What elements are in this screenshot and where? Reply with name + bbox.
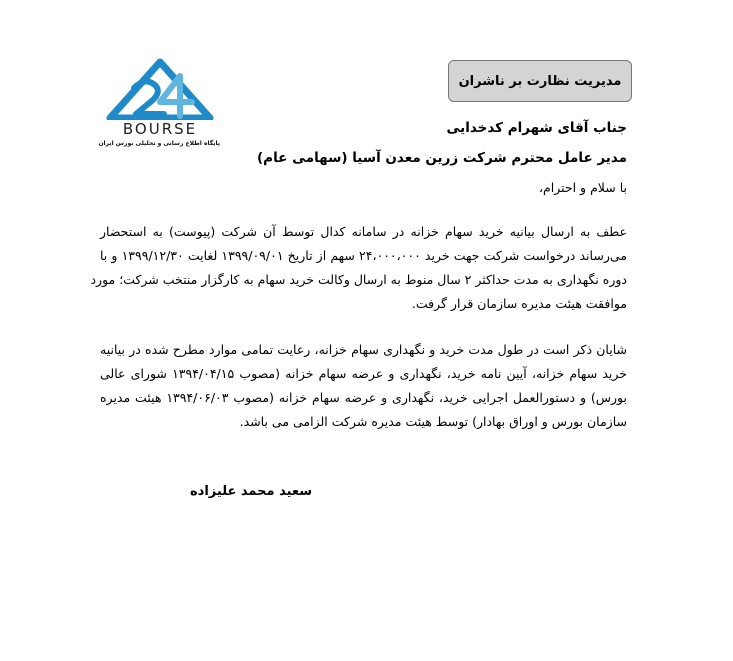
department-header: مدیریت نظارت بر ناشران — [448, 60, 632, 102]
paragraph-line: بورس) و دستورالعمل اجرایی خرید، نگهداری و عرضه سهام خزانه (مصوب ۱۳۹۴/۰۶/۰۳ هیئت مدیره — [100, 390, 627, 405]
bourse-logo-mark-icon — [100, 58, 220, 120]
body-paragraph-2 — [100, 338, 627, 434]
paragraph-line: می‌رساند درخواست شرکت جهت خرید ۲۴،۰۰۰،۰۰۰ سهم از تاریخ ۱۳۹۹/۰۹/۰۱ لغایت ۱۳۹۹/۱۲/۳۰ و با — [100, 248, 627, 263]
paragraph-line: خرید سهام خزانه، آیین نامه خرید، نگهداری و عرضه سهام خزانه (مصوب ۱۳۹۴/۰۴/۱۵ شورای عالی — [100, 366, 628, 381]
addressee-name: جناب آقای شهرام کدخدایی — [446, 120, 627, 136]
bourse-logo — [100, 58, 220, 158]
addressee-title: مدیر عامل محترم شرکت زرین معدن آسیا (سهامی عام) — [257, 150, 627, 166]
paragraph-line: شایان ذکر است در طول مدت خرید و نگهداری سهام خزانه، رعایت تمامی موارد مطرح شده در بیانیه — [100, 342, 627, 357]
logo-tagline: پایگاه اطلاع رسانی و تحلیلی بورس ایران — [98, 140, 220, 147]
paragraph-line: دوره نگهداری به مدت حداکثر ۲ سال منوط به ارسال وکالت خرید سهام به کارگزار منتخب شرکت؛ مورد — [90, 272, 627, 287]
paragraph-line: سازمان بورس و اوراق بهادار) توسط هیئت مدیره شرکت الزامی می باشد. — [239, 414, 627, 429]
logo-wordmark: BOURSE — [122, 120, 198, 138]
paragraph-line: عطف به ارسال بیانیه خرید سهام خزانه در سامانه کدال توسط آن شرکت (پیوست) به استحضار — [100, 224, 627, 239]
greeting: با سلام و احترام، — [538, 180, 627, 195]
body-paragraph-1 — [90, 220, 627, 316]
signature-name: سعید محمد علیزاده — [190, 484, 313, 499]
paragraph-line: موافقت هیئت مدیره سازمان قرار گرفت. — [411, 296, 627, 311]
